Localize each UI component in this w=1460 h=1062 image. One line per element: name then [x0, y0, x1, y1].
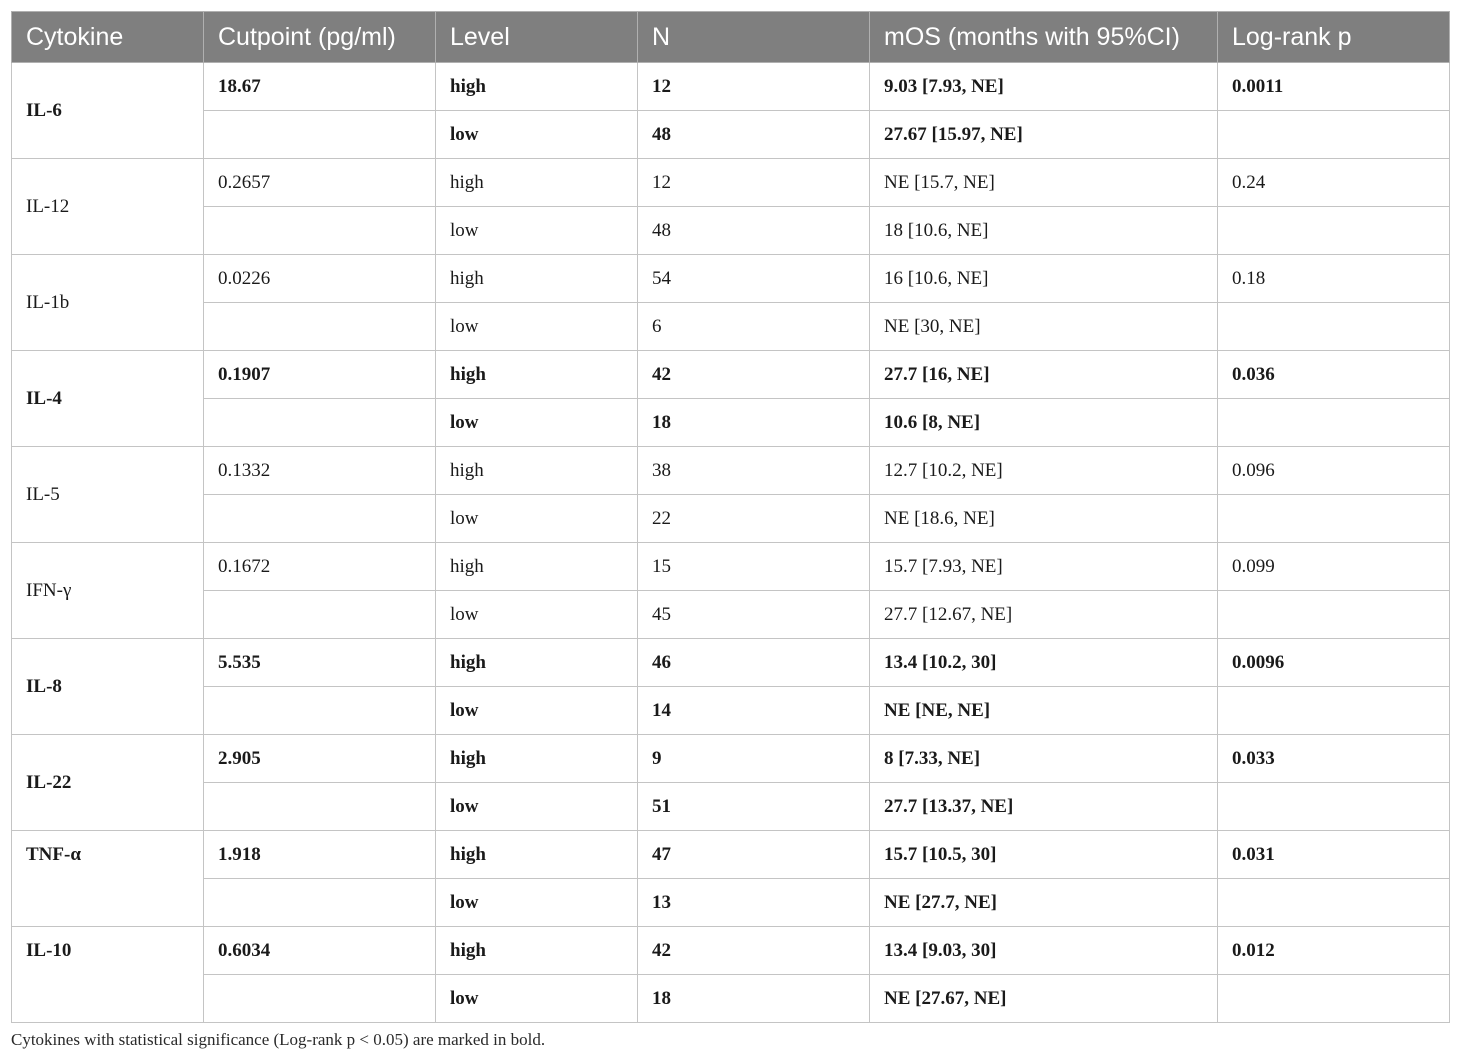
table-row	[12, 975, 1450, 1023]
header-cytokine: Cytokine	[12, 12, 204, 63]
table-row	[12, 831, 1450, 879]
log-rank-p-cell: 0.096	[1218, 447, 1450, 495]
cutpoint-cell-empty	[204, 207, 436, 255]
log-rank-p-cell-empty	[1218, 207, 1450, 255]
table-row	[12, 879, 1450, 927]
n-cell: 42	[638, 351, 870, 399]
n-cell: 15	[638, 543, 870, 591]
level-cell: high	[436, 255, 638, 303]
n-cell: 6	[638, 303, 870, 351]
cytokine-cell: IL-6	[12, 63, 204, 159]
table-row	[12, 159, 1450, 207]
log-rank-p-cell: 0.036	[1218, 351, 1450, 399]
level-cell: high	[436, 159, 638, 207]
n-cell: 47	[638, 831, 870, 879]
mos-cell: 13.4 [9.03, 30]	[870, 927, 1218, 975]
level-cell: low	[436, 687, 638, 735]
level-cell: low	[436, 111, 638, 159]
level-cell: high	[436, 543, 638, 591]
table-container	[11, 11, 1449, 1023]
mos-cell: 10.6 [8, NE]	[870, 399, 1218, 447]
mos-cell: 9.03 [7.93, NE]	[870, 63, 1218, 111]
cytokine-survival-table	[11, 11, 1450, 1023]
cutpoint-cell: 2.905	[204, 735, 436, 783]
cytokine-cell: IL-1b	[12, 255, 204, 351]
mos-cell: 27.7 [12.67, NE]	[870, 591, 1218, 639]
n-cell: 51	[638, 783, 870, 831]
table-row	[12, 447, 1450, 495]
cytokine-cell: IL-5	[12, 447, 204, 543]
cytokine-cell: IL-8	[12, 639, 204, 735]
cutpoint-cell: 18.67	[204, 63, 436, 111]
mos-cell: NE [18.6, NE]	[870, 495, 1218, 543]
header-mos: mOS (months with 95%CI)	[870, 12, 1218, 63]
n-cell: 12	[638, 159, 870, 207]
table-row	[12, 735, 1450, 783]
cutpoint-cell-empty	[204, 399, 436, 447]
mos-cell: 12.7 [10.2, NE]	[870, 447, 1218, 495]
n-cell: 18	[638, 975, 870, 1023]
table-row	[12, 543, 1450, 591]
cytokine-cell: IL-4	[12, 351, 204, 447]
n-cell: 38	[638, 447, 870, 495]
n-cell: 42	[638, 927, 870, 975]
level-cell: low	[436, 495, 638, 543]
n-cell: 54	[638, 255, 870, 303]
mos-cell: NE [27.7, NE]	[870, 879, 1218, 927]
cutpoint-cell: 0.2657	[204, 159, 436, 207]
level-cell: low	[436, 975, 638, 1023]
cytokine-cell: IL-12	[12, 159, 204, 255]
mos-cell: NE [NE, NE]	[870, 687, 1218, 735]
level-cell: low	[436, 207, 638, 255]
table-row	[12, 303, 1450, 351]
table-row	[12, 207, 1450, 255]
level-cell: high	[436, 351, 638, 399]
n-cell: 12	[638, 63, 870, 111]
log-rank-p-cell-empty	[1218, 879, 1450, 927]
level-cell: high	[436, 831, 638, 879]
n-cell: 9	[638, 735, 870, 783]
n-cell: 46	[638, 639, 870, 687]
log-rank-p-cell-empty	[1218, 687, 1450, 735]
level-cell: low	[436, 591, 638, 639]
cutpoint-cell-empty	[204, 591, 436, 639]
mos-cell: 8 [7.33, NE]	[870, 735, 1218, 783]
table-row	[12, 495, 1450, 543]
n-cell: 18	[638, 399, 870, 447]
table-row	[12, 255, 1450, 303]
cutpoint-cell-empty	[204, 495, 436, 543]
log-rank-p-cell-empty	[1218, 303, 1450, 351]
level-cell: low	[436, 303, 638, 351]
mos-cell: NE [27.67, NE]	[870, 975, 1218, 1023]
cutpoint-cell: 5.535	[204, 639, 436, 687]
header-row	[12, 12, 1450, 63]
cutpoint-cell-empty	[204, 303, 436, 351]
cytokine-cell: TNF-α	[12, 831, 204, 927]
header-log-rank-p: Log-rank p	[1218, 12, 1450, 63]
log-rank-p-cell-empty	[1218, 111, 1450, 159]
table-row	[12, 63, 1450, 111]
log-rank-p-cell: 0.24	[1218, 159, 1450, 207]
table-row	[12, 639, 1450, 687]
level-cell: high	[436, 639, 638, 687]
cutpoint-cell: 0.1672	[204, 543, 436, 591]
level-cell: low	[436, 879, 638, 927]
log-rank-p-cell: 0.0096	[1218, 639, 1450, 687]
table-row	[12, 687, 1450, 735]
mos-cell: 16 [10.6, NE]	[870, 255, 1218, 303]
n-cell: 14	[638, 687, 870, 735]
table-footnote: Cytokines with statistical significance (Log-rank p < 0.05) are marked in bold.	[11, 1030, 546, 1049]
cytokine-cell: IL-10	[12, 927, 204, 1023]
level-cell: high	[436, 927, 638, 975]
cutpoint-cell: 0.6034	[204, 927, 436, 975]
log-rank-p-cell: 0.099	[1218, 543, 1450, 591]
table-row	[12, 591, 1450, 639]
cutpoint-cell: 0.0226	[204, 255, 436, 303]
log-rank-p-cell-empty	[1218, 399, 1450, 447]
mos-cell: 13.4 [10.2, 30]	[870, 639, 1218, 687]
level-cell: low	[436, 399, 638, 447]
log-rank-p-cell-empty	[1218, 975, 1450, 1023]
log-rank-p-cell: 0.0011	[1218, 63, 1450, 111]
log-rank-p-cell-empty	[1218, 783, 1450, 831]
table-row	[12, 111, 1450, 159]
n-cell: 48	[638, 111, 870, 159]
cutpoint-cell: 1.918	[204, 831, 436, 879]
mos-cell: NE [30, NE]	[870, 303, 1218, 351]
log-rank-p-cell-empty	[1218, 495, 1450, 543]
header-cutpoint: Cutpoint (pg/ml)	[204, 12, 436, 63]
table-row	[12, 783, 1450, 831]
mos-cell: 15.7 [7.93, NE]	[870, 543, 1218, 591]
cytokine-cell: IFN-γ	[12, 543, 204, 639]
cytokine-cell: IL-22	[12, 735, 204, 831]
cutpoint-cell: 0.1907	[204, 351, 436, 399]
n-cell: 22	[638, 495, 870, 543]
cutpoint-cell-empty	[204, 783, 436, 831]
n-cell: 13	[638, 879, 870, 927]
level-cell: high	[436, 63, 638, 111]
level-cell: high	[436, 447, 638, 495]
log-rank-p-cell: 0.18	[1218, 255, 1450, 303]
table-row	[12, 399, 1450, 447]
mos-cell: 27.7 [16, NE]	[870, 351, 1218, 399]
table-body	[12, 63, 1450, 1023]
n-cell: 45	[638, 591, 870, 639]
table-header	[12, 12, 1450, 63]
level-cell: high	[436, 735, 638, 783]
log-rank-p-cell: 0.031	[1218, 831, 1450, 879]
cutpoint-cell-empty	[204, 111, 436, 159]
mos-cell: 27.7 [13.37, NE]	[870, 783, 1218, 831]
cutpoint-cell: 0.1332	[204, 447, 436, 495]
cutpoint-cell-empty	[204, 687, 436, 735]
mos-cell: 27.67 [15.97, NE]	[870, 111, 1218, 159]
log-rank-p-cell-empty	[1218, 591, 1450, 639]
log-rank-p-cell: 0.012	[1218, 927, 1450, 975]
mos-cell: 18 [10.6, NE]	[870, 207, 1218, 255]
header-level: Level	[436, 12, 638, 63]
log-rank-p-cell: 0.033	[1218, 735, 1450, 783]
header-n: N	[638, 12, 870, 63]
mos-cell: NE [15.7, NE]	[870, 159, 1218, 207]
table-row	[12, 351, 1450, 399]
table-row	[12, 927, 1450, 975]
mos-cell: 15.7 [10.5, 30]	[870, 831, 1218, 879]
level-cell: low	[436, 783, 638, 831]
cutpoint-cell-empty	[204, 975, 436, 1023]
n-cell: 48	[638, 207, 870, 255]
cutpoint-cell-empty	[204, 879, 436, 927]
